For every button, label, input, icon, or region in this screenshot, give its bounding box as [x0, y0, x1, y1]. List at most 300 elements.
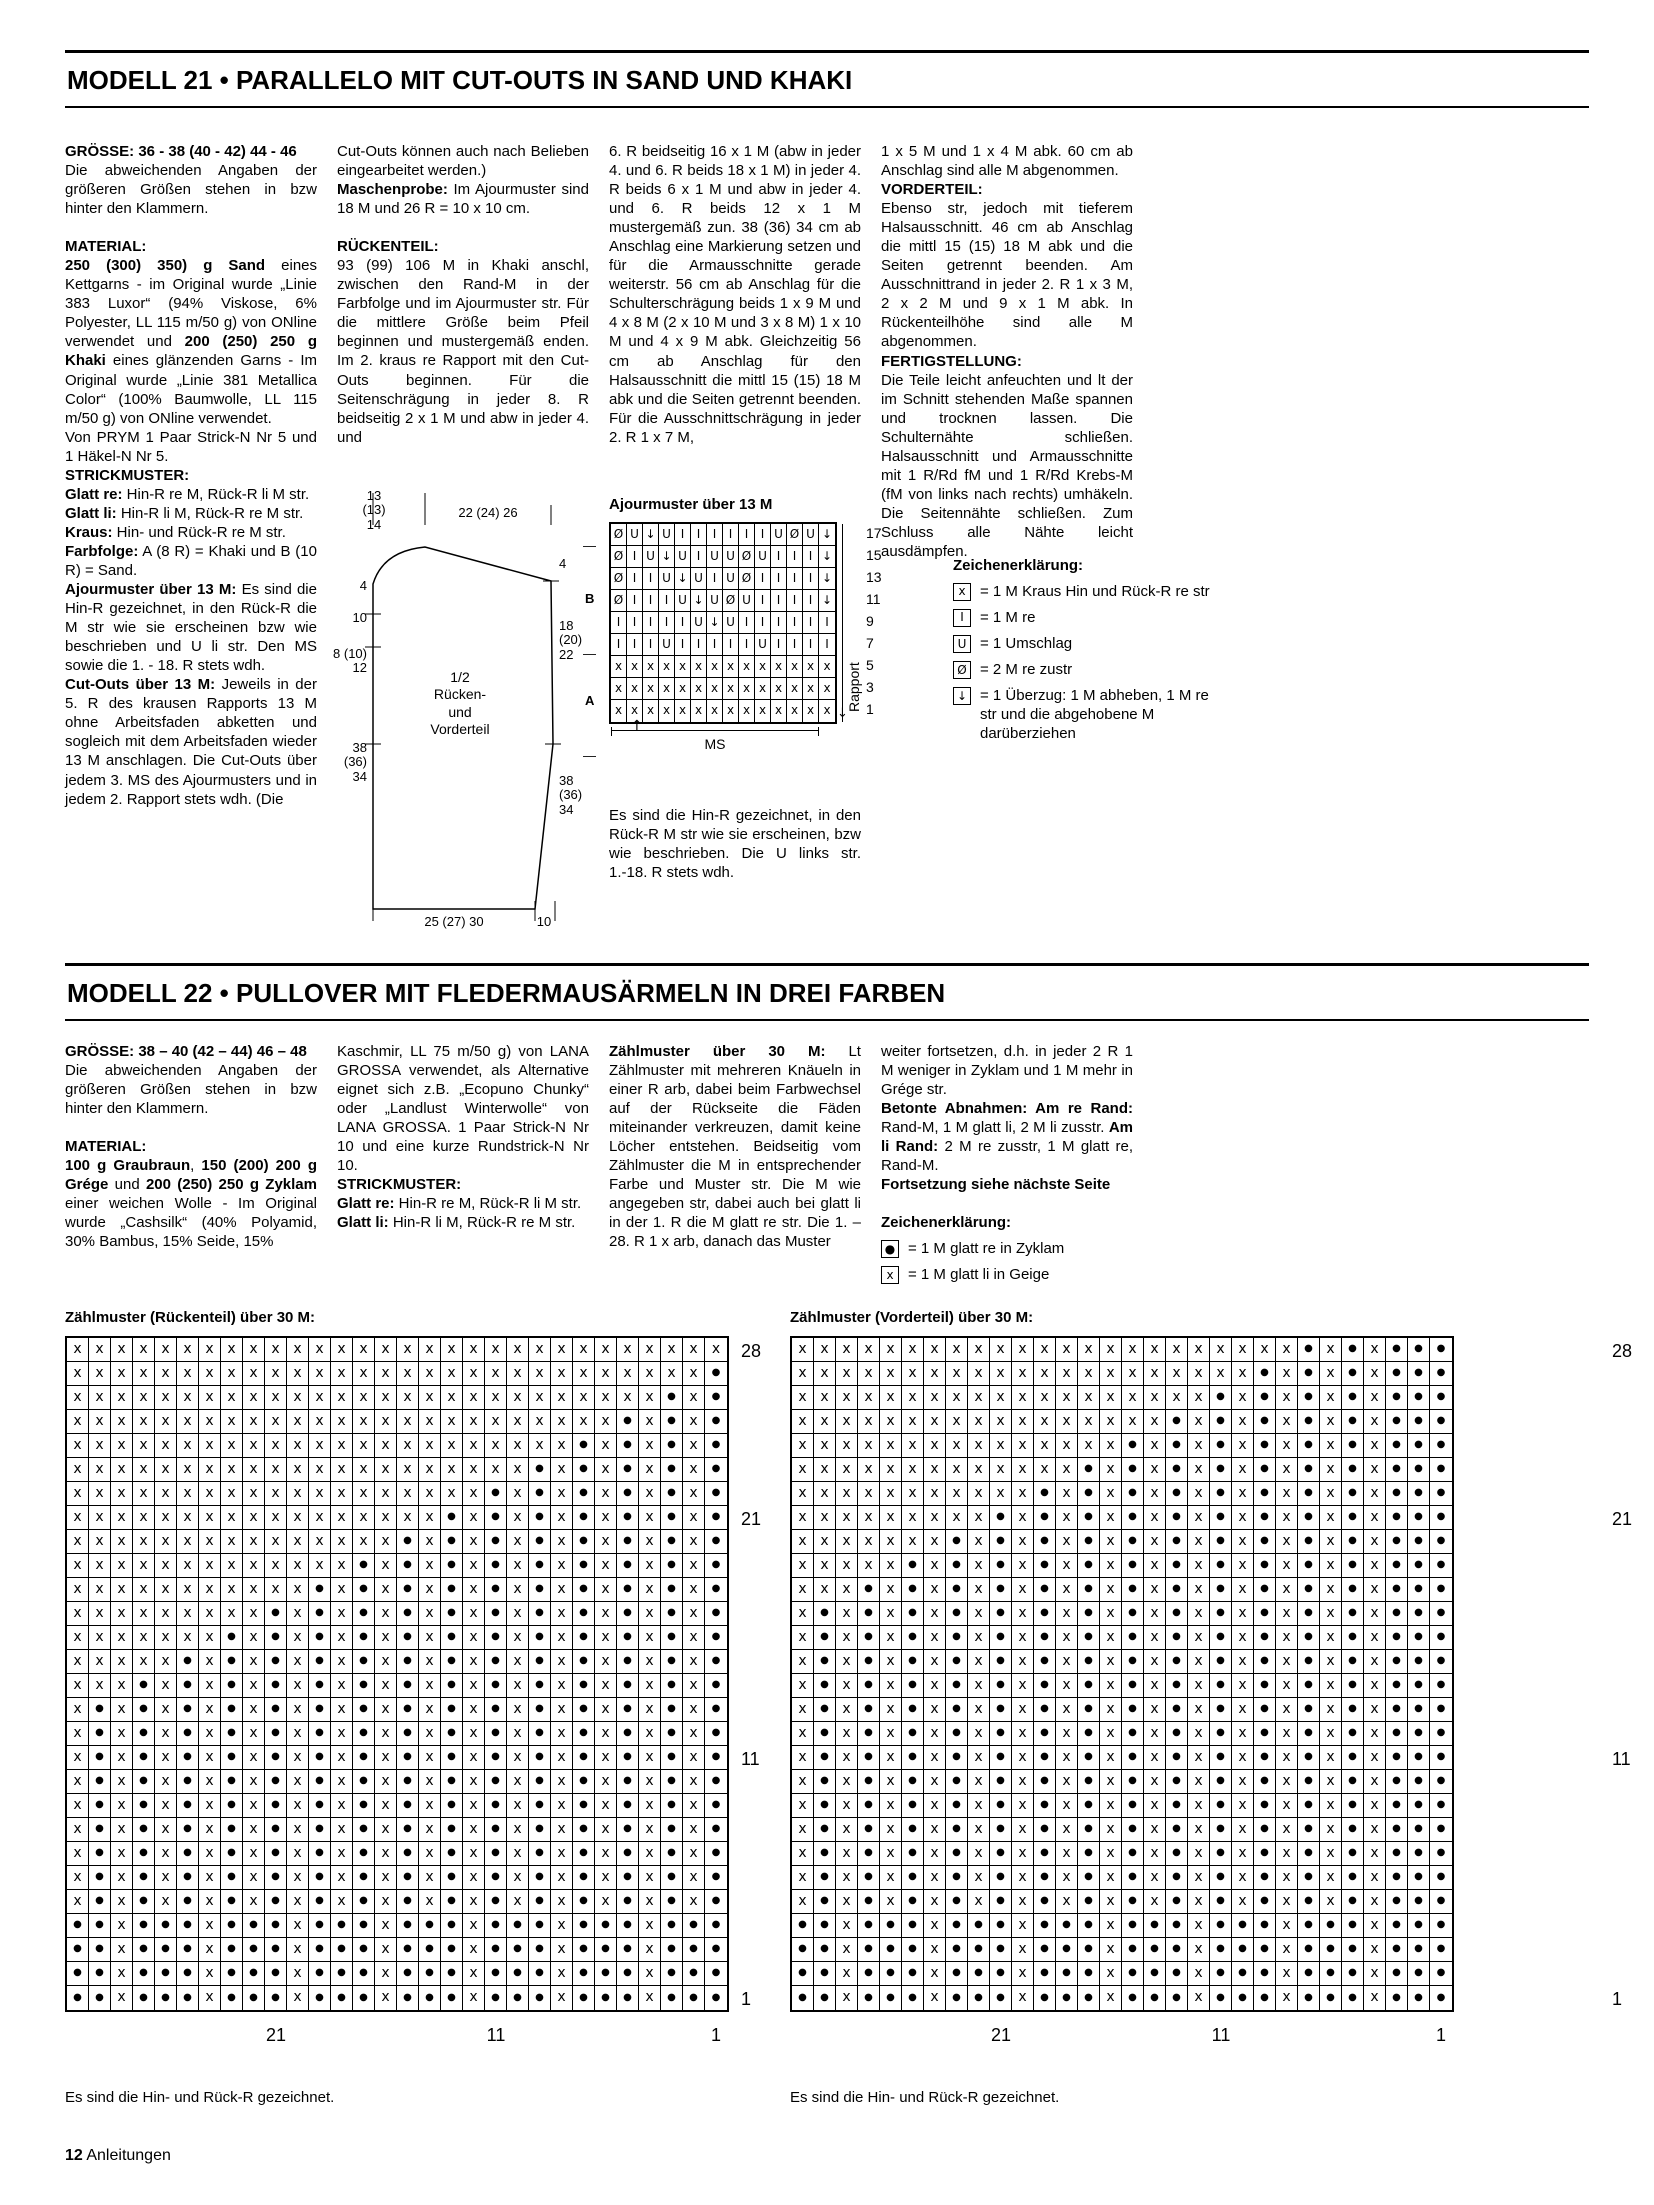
chart-cell: I [691, 546, 707, 568]
text-segment: Kraus: [65, 523, 113, 541]
chart-cell: x [1320, 1506, 1342, 1530]
chart-cell: ● [1232, 1938, 1254, 1962]
chart-cell: x [111, 1986, 133, 2010]
chart-cell: ● [1122, 1986, 1144, 2010]
chart-cell: x [1232, 1482, 1254, 1506]
chart-cell: x [1188, 1746, 1210, 1770]
chart-row [67, 1794, 727, 1818]
chart-cell: ● [397, 1890, 419, 1914]
chart-cell: ● [1342, 1650, 1364, 1674]
chart-cell: x [924, 1602, 946, 1626]
chart-cell: x [880, 1626, 902, 1650]
chart-cell: x [375, 1602, 397, 1626]
chart-cell: ● [1210, 1914, 1232, 1938]
text-segment: 250 (300) 350) g Sand [65, 257, 266, 275]
chart-cell: x [1320, 1458, 1342, 1482]
chart-cell: x [507, 1434, 529, 1458]
paragraph [881, 142, 1133, 180]
chart-cell: ● [309, 1674, 331, 1698]
chart-cell: ● [529, 1458, 551, 1482]
chart-cell: ● [814, 1842, 836, 1866]
chart-cell: x [924, 1842, 946, 1866]
chart-cell: I [675, 524, 691, 546]
chart-cell: x [595, 1338, 617, 1362]
chart-cell: x [1056, 1362, 1078, 1386]
chart-cell: ● [1342, 1602, 1364, 1626]
chart-cell: ● [880, 1938, 902, 1962]
chart-cell: x [683, 1890, 705, 1914]
chart-cell: ● [1166, 1986, 1188, 2010]
chart-cell: x [243, 1530, 265, 1554]
back-chart-title: Zählmuster (Rückenteil) über 30 M: [65, 1309, 316, 1326]
chart-cell: x [1320, 1410, 1342, 1434]
chart-cell: ● [309, 1818, 331, 1842]
chart-cell: x [265, 1338, 287, 1362]
chart-cell: ● [485, 1602, 507, 1626]
text-segment: 200 (250) 250 g Khaki [65, 333, 317, 370]
chart-cell: ● [1342, 1386, 1364, 1410]
chart-cell: ● [529, 1770, 551, 1794]
chart-cell: x [177, 1530, 199, 1554]
chart-cell: x [1232, 1626, 1254, 1650]
stack-line: und [448, 703, 472, 720]
chart-row [792, 1842, 1452, 1866]
chart-cell: ● [89, 1818, 111, 1842]
chart-cell: x [463, 1410, 485, 1434]
chart-cell: x [485, 1434, 507, 1458]
chart-cell: ● [946, 1866, 968, 1890]
chart-cell: x [968, 1338, 990, 1362]
chart-cell: x [243, 1722, 265, 1746]
chart-cell: x [1144, 1362, 1166, 1386]
chart-cell: x [639, 1674, 661, 1698]
paragraph [65, 523, 317, 542]
chart-cell: x [331, 1818, 353, 1842]
chart-cell: x [1320, 1722, 1342, 1746]
chart-cell: ● [1298, 1938, 1320, 1962]
chart-cell: ● [1078, 1506, 1100, 1530]
chart-cell: x [792, 1890, 814, 1914]
chart-cell: ● [221, 1650, 243, 1674]
chart-cell: ↓ [691, 590, 707, 612]
chart-cell: ● [1408, 1842, 1430, 1866]
chart-cell: ● [441, 1554, 463, 1578]
chart-cell: x [1276, 1674, 1298, 1698]
chart-cell: x [1188, 1506, 1210, 1530]
chart-cell: ● [397, 1746, 419, 1770]
chart-row [67, 1962, 727, 1986]
chart-cell: ● [990, 1818, 1012, 1842]
chart-cell: x [990, 1410, 1012, 1434]
chart-cell: ● [1078, 1938, 1100, 1962]
chart-cell: x [661, 1362, 683, 1386]
chart-cell: ● [1320, 1938, 1342, 1962]
chart-cell: x [1012, 1770, 1034, 1794]
chart-cell: ● [1210, 1626, 1232, 1650]
chart-cell: ● [397, 1554, 419, 1578]
chart-cell: ● [573, 1914, 595, 1938]
chart-cell: I [803, 590, 819, 612]
chart-cell: x [836, 1626, 858, 1650]
chart-cell: x [331, 1770, 353, 1794]
chart-cell: I [707, 568, 723, 590]
stack-line: 22 [559, 646, 574, 662]
chart-cell: ● [1122, 1530, 1144, 1554]
chart-cell: ● [814, 1698, 836, 1722]
chart-cell: ● [1342, 1674, 1364, 1698]
column-number: 21 [265, 2025, 287, 2045]
chart-cell: x [814, 1530, 836, 1554]
schematic-bottom-10: 10 [536, 913, 552, 929]
stack-line: 13 [366, 487, 382, 503]
chart-cell: ● [441, 1578, 463, 1602]
chart-cell: x [419, 1650, 441, 1674]
chart-cell: x [1320, 1842, 1342, 1866]
chart-cell: x [485, 1410, 507, 1434]
chart-cell: ● [946, 1626, 968, 1650]
chart-cell: ● [221, 1962, 243, 1986]
chart-cell: x [1012, 1938, 1034, 1962]
chart-cell: ● [485, 1554, 507, 1578]
chart-cell: x [924, 1578, 946, 1602]
chart-cell: x [67, 1770, 89, 1794]
chart-cell: ● [1122, 1818, 1144, 1842]
chart-cell: ● [529, 1650, 551, 1674]
chart-cell: ● [309, 1794, 331, 1818]
chart-cell: x [1166, 1386, 1188, 1410]
chart-cell: ● [1034, 1506, 1056, 1530]
chart-cell: ● [1430, 1866, 1452, 1890]
chart-cell: x [111, 1338, 133, 1362]
chart-cell: ● [441, 1674, 463, 1698]
chart-cell: ● [1210, 1746, 1232, 1770]
chart-cell: ● [1386, 1722, 1408, 1746]
chart-cell: ● [705, 1578, 727, 1602]
chart-cell: ● [1430, 1482, 1452, 1506]
chart-cell: x [858, 1386, 880, 1410]
chart-cell: x [551, 1842, 573, 1866]
chart-cell: x [199, 1698, 221, 1722]
chart-cell: x [595, 1770, 617, 1794]
chart-cell: ● [507, 1914, 529, 1938]
chart-cell: x [375, 1818, 397, 1842]
chart-cell: ● [683, 1986, 705, 2010]
chart-cell: x [221, 1506, 243, 1530]
ajour-grid [609, 522, 837, 724]
chart-cell: ● [705, 1770, 727, 1794]
chart-cell: ● [902, 1674, 924, 1698]
chart-cell: x [155, 1554, 177, 1578]
chart-cell: x [595, 1362, 617, 1386]
chart-cell: x [221, 1530, 243, 1554]
chart-cell: x [111, 1962, 133, 1986]
chart-cell: x [243, 1362, 265, 1386]
chart-cell: x [1012, 1602, 1034, 1626]
chart-row [67, 1914, 727, 1938]
chart-cell: ● [485, 1530, 507, 1554]
chart-cell: x [1364, 1938, 1386, 1962]
chart-cell: x [1100, 1842, 1122, 1866]
chart-cell: x [1364, 1458, 1386, 1482]
chart-cell: x [924, 1626, 946, 1650]
chart-cell: x [551, 1794, 573, 1818]
chart-cell: x [1188, 1698, 1210, 1722]
chart-cell: x [199, 1938, 221, 1962]
chart-cell: x [683, 1746, 705, 1770]
chart-cell: ● [573, 1794, 595, 1818]
chart-cell: ● [1078, 1818, 1100, 1842]
chart-cell: x [1276, 1506, 1298, 1530]
chart-cell: ● [1342, 1482, 1364, 1506]
chart-cell: x [1188, 1818, 1210, 1842]
chart-cell: x [755, 656, 771, 678]
chart-cell: x [1034, 1386, 1056, 1410]
chart-cell: ● [573, 1434, 595, 1458]
chart-row [67, 1746, 727, 1770]
chart-cell: x [1100, 1578, 1122, 1602]
chart-cell: x [858, 1506, 880, 1530]
legend-text: = 2 M re zustr [980, 661, 1073, 679]
chart-cell: ● [243, 1986, 265, 2010]
legend-symbol-icon: ● [881, 1240, 899, 1258]
chart-cell: U [659, 568, 675, 590]
chart-cell: x [89, 1650, 111, 1674]
text-segment: Im Ajourmuster sind 18 M und 26 R = 10 x 10 cm. [337, 181, 589, 218]
chart-cell: x [1232, 1674, 1254, 1698]
chart-cell: x [1188, 1482, 1210, 1506]
chart-cell: x [199, 1434, 221, 1458]
chart-cell: x [1276, 1890, 1298, 1914]
chart-cell: ● [1034, 1674, 1056, 1698]
chart-cell: ● [1166, 1626, 1188, 1650]
chart-cell: x [1232, 1602, 1254, 1626]
chart-cell: ● [89, 1770, 111, 1794]
chart-cell: ● [265, 1986, 287, 2010]
chart-cell: x [1364, 1506, 1386, 1530]
chart-cell: x [1122, 1386, 1144, 1410]
chart-cell: ● [1430, 1698, 1452, 1722]
chart-cell: ● [617, 1698, 639, 1722]
chart-cell: x [1232, 1386, 1254, 1410]
chart-cell: x [463, 1818, 485, 1842]
chart-cell: ● [441, 1818, 463, 1842]
chart-cell: x [529, 1410, 551, 1434]
paragraph [881, 371, 1133, 561]
chart-cell: x [924, 1506, 946, 1530]
chart-row [611, 590, 835, 612]
chart-cell: ● [221, 1938, 243, 1962]
chart-cell: ● [814, 1890, 836, 1914]
chart-cell: x [397, 1386, 419, 1410]
chart-cell: I [627, 612, 643, 634]
chart-cell: ● [705, 1650, 727, 1674]
model22-title: MODELL 22 • PULLOVER MIT FLEDERMAUSÄRMELN IN DREI FARBEN [67, 978, 946, 1008]
chart-cell: x [1100, 1818, 1122, 1842]
chart-cell: x [353, 1434, 375, 1458]
chart-cell: x [836, 1482, 858, 1506]
chart-row [792, 1866, 1452, 1890]
chart-cell: x [595, 1794, 617, 1818]
model21-header [65, 50, 1589, 108]
chart-cell: ● [265, 1818, 287, 1842]
chart-cell: x [111, 1506, 133, 1530]
chart-cell: x [836, 1938, 858, 1962]
chart-cell: x [880, 1386, 902, 1410]
chart-cell: x [1320, 1386, 1342, 1410]
chart-cell: x [573, 1338, 595, 1362]
chart-cell: ● [990, 1842, 1012, 1866]
chart-cell: x [595, 1530, 617, 1554]
chart-cell: x [968, 1866, 990, 1890]
legend-symbol-icon: Ø [953, 661, 971, 679]
chart-cell: x [155, 1362, 177, 1386]
chart-cell: x [309, 1482, 331, 1506]
chart-cell: x [639, 1434, 661, 1458]
chart-cell: x [595, 1650, 617, 1674]
chart-cell: x [463, 1530, 485, 1554]
row-number: 28 [741, 1341, 762, 1361]
chart-cell: ● [858, 1698, 880, 1722]
chart-cell: x [331, 1842, 353, 1866]
chart-cell: x [1100, 1698, 1122, 1722]
chart-row [67, 1410, 727, 1434]
chart-cell: x [675, 700, 691, 722]
chart-cell: x [880, 1866, 902, 1890]
chart-cell: ● [792, 1938, 814, 1962]
chart-cell: x [683, 1506, 705, 1530]
chart-cell: x [375, 1962, 397, 1986]
chart-cell: x [595, 1434, 617, 1458]
chart-cell: x [375, 1722, 397, 1746]
m21-column-2 [333, 142, 596, 937]
chart-cell: x [111, 1770, 133, 1794]
chart-cell: x [331, 1362, 353, 1386]
chart-cell: ● [353, 1938, 375, 1962]
chart-cell: x [880, 1506, 902, 1530]
chart-cell: ● [902, 1890, 924, 1914]
chart-cell: ● [1298, 1434, 1320, 1458]
chart-cell: x [1188, 1770, 1210, 1794]
chart-cell: x [199, 1362, 221, 1386]
chart-cell: x [1188, 1554, 1210, 1578]
chart-row [67, 1674, 727, 1698]
chart-cell: x [287, 1722, 309, 1746]
chart-cell: ● [661, 1530, 683, 1554]
chart-cell: ● [89, 1794, 111, 1818]
chart-cell: x [67, 1818, 89, 1842]
chart-cell: ● [529, 1530, 551, 1554]
chart-cell: U [659, 634, 675, 656]
chart-cell: ● [243, 1962, 265, 1986]
chart-cell: x [1320, 1578, 1342, 1602]
chart-cell: x [309, 1338, 331, 1362]
chart-cell: ● [485, 1674, 507, 1698]
chart-cell: ● [265, 1698, 287, 1722]
chart-cell: I [643, 634, 659, 656]
chart-cell: ● [1078, 1866, 1100, 1890]
chart-cell: ● [1386, 1362, 1408, 1386]
chart-cell: ● [1408, 1506, 1430, 1530]
subheading: GRÖSSE: 38 – 40 (42 – 44) 46 – 48 [65, 1043, 307, 1060]
chart-cell: x [1364, 1674, 1386, 1698]
chart-cell: ● [1430, 1434, 1452, 1458]
chart-cell: x [968, 1770, 990, 1794]
chart-row [792, 1770, 1452, 1794]
chart-cell: x [243, 1866, 265, 1890]
chart-cell: x [375, 1938, 397, 1962]
chart-cell: ● [441, 1770, 463, 1794]
chart-cell: I [787, 612, 803, 634]
chart-cell: x [1012, 1458, 1034, 1482]
chart-row [67, 1650, 727, 1674]
chart-cell: x [463, 1650, 485, 1674]
chart-cell: ● [946, 1722, 968, 1746]
chart-cell: x [287, 1890, 309, 1914]
chart-cell: x [155, 1338, 177, 1362]
chart-cell: x [1364, 1866, 1386, 1890]
chart-cell: x [683, 1866, 705, 1890]
chart-cell: U [739, 590, 755, 612]
chart-cell: ● [705, 1842, 727, 1866]
chart-cell: x [331, 1650, 353, 1674]
chart-cell: x [924, 1818, 946, 1842]
chart-cell: x [243, 1818, 265, 1842]
schematic-left-armhole [325, 647, 367, 676]
chart-cell: x [375, 1362, 397, 1386]
chart-cell: x [507, 1818, 529, 1842]
chart-cell: ● [1122, 1698, 1144, 1722]
chart-cell: ● [1386, 1818, 1408, 1842]
chart-cell: x [287, 1914, 309, 1938]
chart-cell: x [287, 1386, 309, 1410]
chart-cell: x [814, 1482, 836, 1506]
chart-cell: x [814, 1386, 836, 1410]
chart-cell: ● [661, 1698, 683, 1722]
chart-cell: x [67, 1794, 89, 1818]
chart-cell: x [551, 1482, 573, 1506]
chart-cell: x [287, 1530, 309, 1554]
chart-cell: x [792, 1362, 814, 1386]
chart-cell: ● [705, 1626, 727, 1650]
chart-cell: ● [1210, 1650, 1232, 1674]
chart-cell: ● [397, 1530, 419, 1554]
chart-cell: x [880, 1698, 902, 1722]
chart-cell: ● [1342, 1842, 1364, 1866]
chart-cell: x [902, 1410, 924, 1434]
subheading: Fortsetzung siehe nächste Seite [881, 1176, 1111, 1194]
chart-cell: x [199, 1794, 221, 1818]
chart-cell: ● [1342, 1338, 1364, 1362]
chart-cell: x [723, 678, 739, 700]
paragraph [65, 485, 317, 504]
chart-cell: ● [1034, 1482, 1056, 1506]
chart-cell: x [819, 678, 835, 700]
chart-cell: x [595, 1674, 617, 1698]
chart-cell: ● [902, 1770, 924, 1794]
chart-cell: ● [265, 1602, 287, 1626]
text-segment: Betonte Abnahmen: Am re Rand: [881, 1100, 1133, 1118]
chart-cell: ● [617, 1794, 639, 1818]
chart-cell: x [1056, 1794, 1078, 1818]
text-segment: Hin-R re M, Rück-R li M str. [394, 1195, 582, 1213]
chart-cell: x [67, 1650, 89, 1674]
chart-cell: x [551, 1962, 573, 1986]
chart-cell: x [463, 1338, 485, 1362]
chart-cell: ● [1166, 1458, 1188, 1482]
column-number: 21 [990, 2025, 1012, 2045]
chart-cell: x [792, 1650, 814, 1674]
chart-cell: ● [1034, 1914, 1056, 1938]
